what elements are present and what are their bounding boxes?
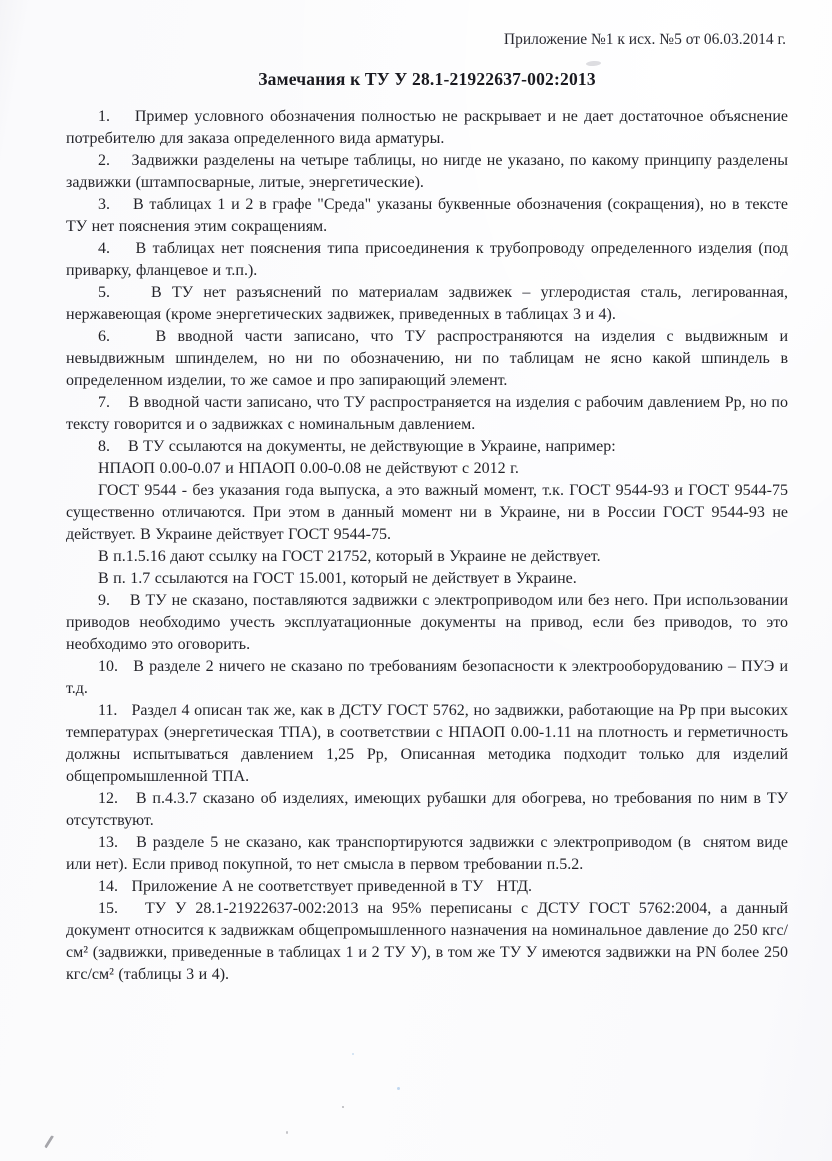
remark-4: 4. В таблицах нет пояснения типа присоединения к трубопроводу определенного изделия (под приварку, фланцевое и т.п.). (66, 240, 788, 279)
remark-5: 5. В ТУ нет разъяснений по материалам задвижек – углеродистая сталь, легированная, нержавеющая (кроме энергетических задвижек, приведенных в таблицах 3 и 4). (66, 284, 788, 323)
remark-8-note-2: ГОСТ 9544 - без указания года выпуска, а это важный момент, т.к. ГОСТ 9544-93 и ГОСТ 9544-75 существенно отличаются. При этом в данный момент ни в Украине, ни в России ГОСТ 9544-93 не действует. В Украине действует ГОСТ 9544-75. (66, 482, 788, 543)
scan-speck (286, 1131, 288, 1134)
remarks-list (66, 106, 788, 986)
remark-6: 6. В вводной части записано, что ТУ распространяются на изделия с выдвижным и невыдвижным шпинделем, но ни по обозначению, ни по таблицам не ясно какой шпиндель в определенном изделии, то же самое и про запирающий элемент. (66, 328, 788, 389)
scan-corner-mark (44, 1135, 71, 1159)
document-reference-note: Приложение №1 к исх. №5 от 06.03.2014 г. (503, 31, 786, 48)
remark-15: 15. ТУ У 28.1-21922637-002:2013 на 95% переписаны с ДСТУ ГОСТ 5762:2004, а данный документ относится к задвижкам общепромышленного назначения на номинальное давление до 250 кгс/см² (задвижки, приведенные в таблицах 1 и 2 ТУ У), в том же ТУ У имеются задвижки на PN более 250 кгс/см² (таблицы 3 и 4). (66, 900, 788, 983)
remark-8: 8. В ТУ ссылаются на документы, не действующие в Украине, например: (98, 438, 616, 455)
remark-7: 7. В вводной части записано, что ТУ распространяется на изделия с рабочим давлением Рр, но по тексту говорится и о задвижках с номинальным давлением. (66, 394, 788, 433)
remark-11: 11. Раздел 4 описан так же, как в ДСТУ ГОСТ 5762, но задвижки, работающие на Рр при высоких температурах (энергетическая ТПА), в соответствии с НПАОП 0.00-1.11 на плотность и герметичность должны испытываться давлением 1,25 Рр, Описанная методика подходит только для изделий общепромышленной ТПА. (66, 702, 788, 785)
remark-14: 14. Приложение А не соответствует приведенной в ТУ НТД. (98, 878, 533, 895)
remark-1: 1. Пример условного обозначения полностью не раскрывает и не дает достаточное объяснение потребителю для заказа определенного вида арматуры. (66, 108, 788, 147)
remark-8-note-3: В п.1.5.16 дают ссылку на ГОСТ 21752, который в Украине не действует. (98, 548, 601, 565)
remark-10: 10. В разделе 2 ничего не сказано по требованиям безопасности к электрооборудованию – ПУЭ и т.д. (66, 658, 788, 697)
remark-9: 9. В ТУ не сказано, поставляются задвижки с электроприводом или без него. При использовании приводов необходимо учесть эксплуатационные документы на привод, если без приводов, то это необходимо это оговорить. (66, 592, 788, 653)
scan-speck (352, 1053, 354, 1055)
scan-speck (397, 1087, 400, 1090)
scan-speck (342, 1106, 344, 1108)
remark-2: 2. Задвижки разделены на четыре таблицы, но нигде не указано, по какому принципу разделены задвижки (штампосварные, литые, энергетические). (66, 152, 788, 191)
remark-3: 3. В таблицах 1 и 2 в графе "Среда" указаны буквенные обозначения (сокращения), но в тексте ТУ нет пояснения этим сокращениям. (66, 196, 788, 235)
remark-12: 12. В п.4.3.7 сказано об изделиях, имеющих рубашки для обогрева, но требования по ним в ТУ отсутствуют. (66, 790, 788, 829)
remark-8-note-1: НПАОП 0.00-0.07 и НПАОП 0.00-0.08 не действуют с 2012 г. (98, 460, 519, 477)
document-content (66, 30, 788, 986)
remark-13: 13. В разделе 5 не сказано, как транспортируются задвижки с электроприводом (в снятом виде или нет). Если привод покупной, то нет смысла в первом требовании п.5.2. (66, 834, 788, 873)
document-title: Замечания к ТУ У 28.1-21922637-002:2013 (258, 69, 596, 89)
remark-8-note-4: В п. 1.7 ссылаются на ГОСТ 15.001, который не действует в Украине. (98, 570, 577, 587)
